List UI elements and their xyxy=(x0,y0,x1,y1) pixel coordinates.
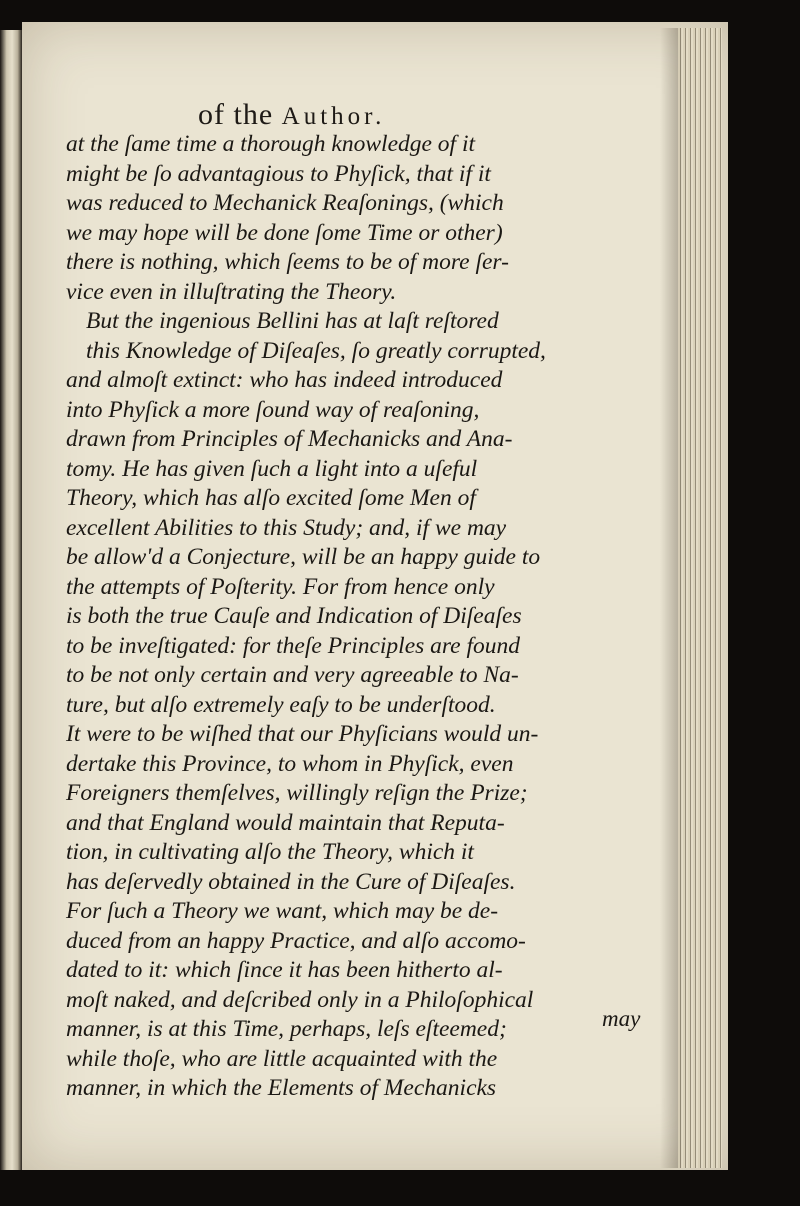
text-line: we may hope will be done ſome Time or other) xyxy=(66,219,503,246)
binding-gutter xyxy=(0,30,22,1170)
page-edges xyxy=(678,28,722,1168)
text-line: excellent Abilities to this Study; and, if we may xyxy=(66,514,507,541)
text-line: and that England would maintain that Reputa- xyxy=(66,809,505,836)
body-text xyxy=(66,130,666,1104)
text-line: might be ſo advantagious to Phyſick, that if it xyxy=(66,160,491,187)
text-line: manner, is at this Time, perhaps, leſs eſteemed; xyxy=(66,1016,507,1042)
catchword: may xyxy=(602,1006,641,1031)
text-line: It were to be wiſhed that our Phyſicians would un- xyxy=(66,721,539,747)
text-line: But the ingenious Bellini has at laſt reſtored xyxy=(86,308,499,334)
text-line: and almoſt extinct: who has indeed introduced xyxy=(66,367,503,393)
text-line: Theory, which has alſo excited ſome Men of xyxy=(66,485,476,511)
text-line: drawn from Principles of Mechanicks and Ana- xyxy=(66,426,513,452)
text-line: at the ſame time a thorough knowledge of it xyxy=(66,131,476,157)
text-line: manner, in which the Elements of Mechanicks xyxy=(66,1075,497,1101)
text-line: tion, in cultivating alſo the Theory, which it xyxy=(66,839,474,865)
text-line: to be inveſtigated: for theſe Principles are found xyxy=(66,632,521,659)
text-line: has deſervedly obtained in the Cure of Diſeaſes. xyxy=(66,868,516,895)
running-head-prefix: of the xyxy=(198,98,274,131)
running-head-name: Author. xyxy=(281,103,386,130)
text-line: ture, but alſo extremely eaſy to be underſtood. xyxy=(66,691,496,718)
text-line: into Phyſick a more ſound way of reaſoning, xyxy=(66,396,480,423)
text-line: this Knowledge of Diſeaſes, ſo greatly corrupted, xyxy=(86,337,546,364)
text-line: tomy. He has given ſuch a light into a uſeful xyxy=(66,455,478,482)
text-line: be allow'd a Conjecture, will be an happy guide to xyxy=(66,544,541,570)
text-line: there is nothing, which ſeems to be of more ſer- xyxy=(66,249,509,275)
text-line: vice even in illuſtrating the Theory. xyxy=(66,278,397,305)
text-line: moſt naked, and deſcribed only in a Philoſophical xyxy=(66,986,534,1013)
text-line: was reduced to Mechanick Reaſonings, (which xyxy=(66,190,504,216)
text-line: dertake this Province, to whom in Phyſick, even xyxy=(66,750,514,777)
text-line: duced from an happy Practice, and alſo accomo- xyxy=(66,927,526,954)
text-line: Foreigners themſelves, willingly reſign the Prize; xyxy=(66,780,528,806)
text-line: For ſuch a Theory we want, which may be de- xyxy=(66,898,499,924)
text-line: is both the true Cauſe and Indication of Diſeaſes xyxy=(66,603,522,629)
text-line: dated to it: which ſince it has been hitherto al- xyxy=(66,957,503,983)
text-line: while thoſe, who are little acquainted with the xyxy=(66,1045,498,1072)
text-line: the attempts of Poſterity. For from hence only xyxy=(66,573,495,600)
text-line: to be not only certain and very agreeable to Na- xyxy=(66,662,519,688)
running-head xyxy=(198,98,518,132)
